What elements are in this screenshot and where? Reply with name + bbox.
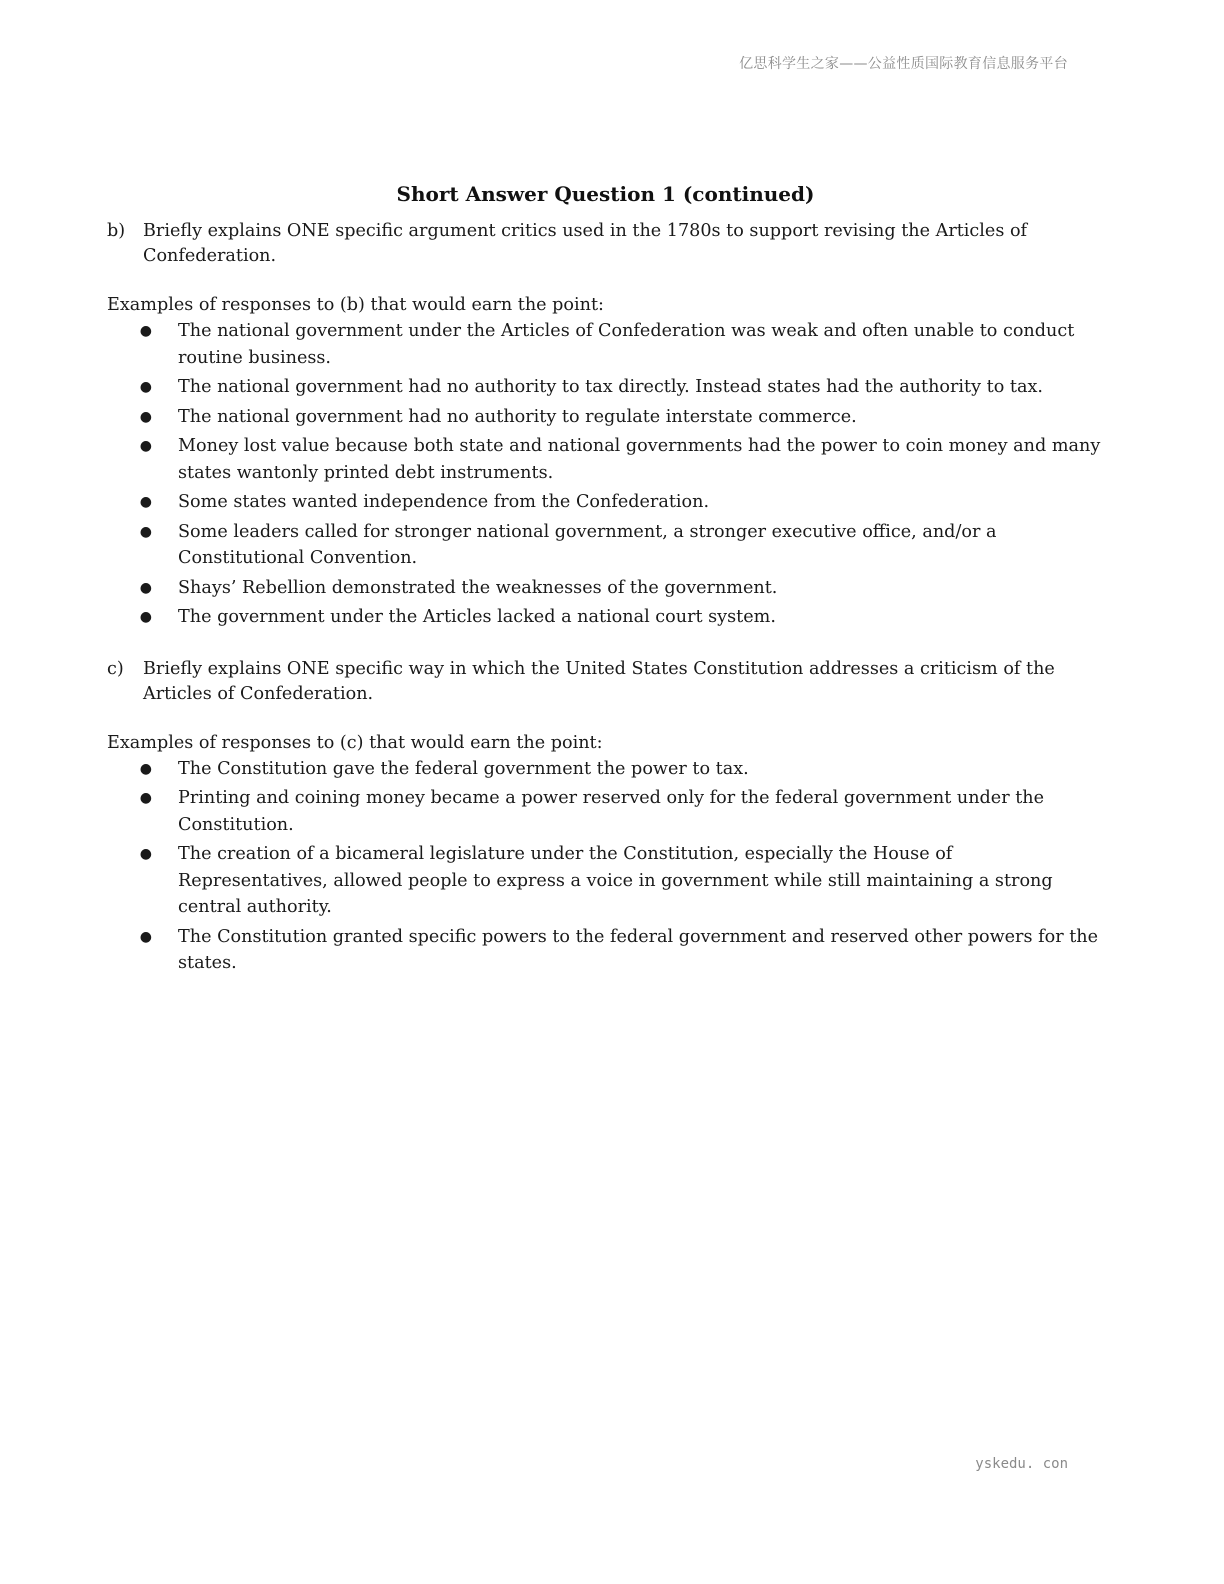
list-item bbox=[107, 924, 1107, 977]
list-item-text: Some states wanted independence from the Confederation. bbox=[178, 492, 710, 512]
bullet-icon: ● bbox=[139, 579, 152, 596]
list-item bbox=[107, 404, 1107, 431]
section-b bbox=[107, 219, 1107, 631]
list-item bbox=[107, 489, 1107, 516]
question-prompt: Briefly explains ONE specific argument critics used in the 1780s to support revising the Articles of Confederation. bbox=[143, 221, 1028, 266]
list-item-text: Money lost value because both state and national governments had the power to coin money and many states wantonly printed debt instruments. bbox=[178, 436, 1101, 483]
bullet-icon: ● bbox=[139, 846, 152, 862]
list-item bbox=[107, 374, 1107, 401]
list-item-text: The creation of a bicameral legislature under the Constitution, especially the House of Representatives, allowed people to express a voice in government while still maintaining a strong central authority. bbox=[178, 844, 1053, 917]
list-item-text: The national government had no authority to tax directly. Instead states had the authority to tax. bbox=[178, 377, 1043, 397]
examples-list bbox=[107, 756, 1107, 977]
list-item-text: Some leaders called for stronger national government, a stronger executive office, and/or a Constitutional Convention. bbox=[178, 521, 997, 568]
bullet-icon: ● bbox=[139, 323, 152, 339]
list-item bbox=[107, 785, 1107, 838]
list-item-text: The Constitution granted specific powers to the federal government and reserved other powers for the states. bbox=[178, 926, 1099, 973]
examples-label: Examples of responses to (b) that would earn the point: bbox=[107, 295, 604, 315]
list-item-text: Printing and coining money became a power reserved only for the federal government under the Constitution. bbox=[178, 788, 1045, 835]
list-item-text: The government under the Articles lacked a national court system. bbox=[178, 607, 776, 627]
bullet-icon: ● bbox=[139, 379, 152, 395]
question-c bbox=[107, 657, 1107, 707]
list-item bbox=[107, 841, 1107, 921]
list-item bbox=[107, 318, 1107, 371]
list-item bbox=[107, 575, 1107, 602]
bullet-icon: ● bbox=[139, 609, 152, 625]
list-item-text: The national government under the Articles of Confederation was weak and often unable to conduct routine business. bbox=[178, 321, 1075, 368]
bullet-icon: ● bbox=[139, 760, 152, 777]
bullet-icon: ● bbox=[139, 790, 152, 806]
bullet-icon: ● bbox=[139, 928, 152, 945]
section-spacer bbox=[107, 634, 1107, 657]
examples-label: Examples of responses to (c) that would earn the point: bbox=[107, 732, 603, 753]
examples-list bbox=[107, 318, 1107, 631]
question-letter: b) bbox=[107, 221, 126, 241]
document-body bbox=[107, 219, 1107, 980]
question-letter: c) bbox=[107, 658, 124, 679]
question-b bbox=[107, 219, 1107, 269]
section-c bbox=[107, 657, 1107, 977]
bullet-icon: ● bbox=[139, 438, 152, 454]
footer-watermark: yskedu. con bbox=[975, 1456, 1068, 1472]
list-item bbox=[107, 756, 1107, 783]
question-prompt: Briefly explains ONE specific way in which the United States Constitution addresses a criticism of the Articles of Confederation. bbox=[143, 658, 1055, 704]
list-item-text: The national government had no authority to regulate interstate commerce. bbox=[178, 406, 857, 427]
bullet-icon: ● bbox=[139, 494, 152, 510]
bullet-icon: ● bbox=[139, 408, 152, 425]
list-item bbox=[107, 433, 1107, 486]
list-item-text: Shays’ Rebellion demonstrated the weaknesses of the government. bbox=[178, 577, 778, 598]
page-title: Short Answer Question 1 (continued) bbox=[396, 182, 815, 207]
bullet-icon: ● bbox=[139, 523, 152, 540]
list-item-text: The Constitution gave the federal government the power to tax. bbox=[178, 758, 749, 779]
list-item bbox=[107, 519, 1107, 572]
header-watermark: 亿思科学生之家——公益性质国际教育信息服务平台 bbox=[739, 56, 1068, 72]
list-item bbox=[107, 604, 1107, 631]
